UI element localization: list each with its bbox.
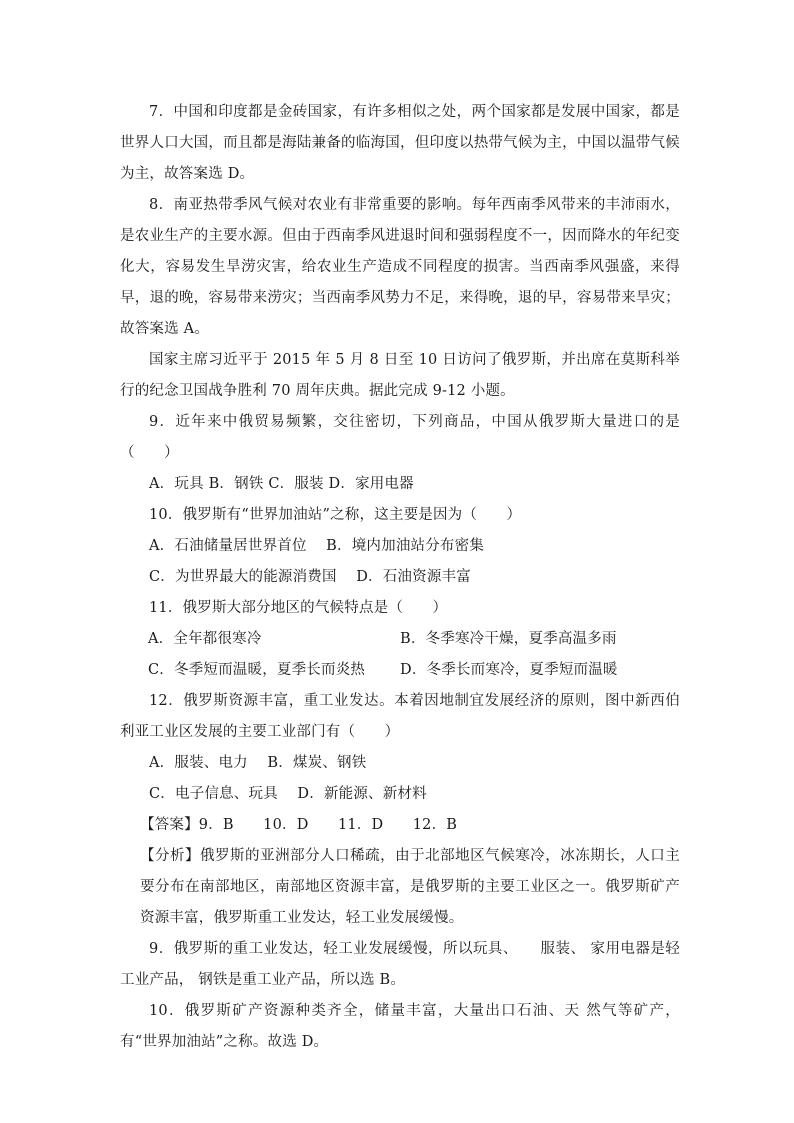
question-11-option-a: A．全年都很寒冷: [148, 631, 262, 647]
question-12-options-line1: A．服装、电力 B．煤炭、钢铁: [149, 755, 367, 771]
question-9-options: A．玩具 B．钢铁 C．服装 D．家用电器: [149, 476, 414, 492]
question-9-stem: 9．近年来中俄贸易频繁，交往密切，下列商品，中国从俄罗斯大量进口的是（ ）: [120, 414, 680, 461]
question-11-option-d: D．冬季长而寒冷，夏季短而温暖: [400, 662, 618, 678]
analysis-q9: 9．俄罗斯的重工业发达，轻工业发展缓慢，所以玩具、 服装、 家用电器是轻工业产品， 钢铁是重工业产品，所以选 B。: [120, 941, 680, 988]
question-10-options-line1: A．石油储量居世界首位 B．境内加油站分布密集: [149, 538, 485, 554]
question-group-intro: 国家主席习近平于 2015 年 5 月 8 日至 10 日访问了俄罗斯，并出席在莫斯科举行的纪念卫国战争胜利 70 周年庆典。据此完成 9-12 小题。: [120, 352, 680, 399]
analysis-main: 【分析】俄罗斯的亚洲部分人口稀疏，由于北部地区气候寒冷，冰冻期长，人口主要分布在南部地区，南部地区资源丰富，是俄罗斯的主要工业区之一。俄罗斯矿产资源丰富，俄罗斯重工业发达，轻工业发展缓慢。: [140, 848, 680, 926]
question-10-options-line2: C．为世界最大的能源消费国 D．石油资源丰富: [149, 569, 471, 585]
question-11-options-row1: [120, 624, 680, 655]
question-11-option-c: C．冬季短而温暖，夏季长而炎热: [148, 662, 366, 678]
document-body: [120, 97, 680, 1058]
question-12-stem: 12．俄罗斯资源丰富，重工业发达。本着因地制宜发展经济的原则，图中新西伯利亚工业区发展的主要工业部门有（ ）: [120, 693, 680, 740]
explanation-q8: 8．南亚热带季风气候对农业有非常重要的影响。每年西南季风带来的丰沛雨水，是农业生产的主要水源。但由于西南季风进退时间和强弱程度不一，因而降水的年纪变化大，容易发生旱涝灾害，给农业生产造成不同程度的损害。当西南季风强盛，来得早，退的晚，容易带来涝灾；当西南季风势力不足，来得晚，退的早，容易带来旱灾；故答案选 A。: [120, 197, 680, 337]
analysis-q10: 10．俄罗斯矿产资源种类齐全，储量丰富，大量出口石油、天 然气等矿产，有“世界加油站”之称。故选 D。: [120, 1003, 680, 1050]
explanation-q7: 7．中国和印度都是金砖国家，有许多相似之处，两个国家都是发展中国家，都是世界人口大国，而且都是海陆兼备的临海国，但印度以热带气候为主，中国以温带气候为主，故答案选 D。: [120, 104, 680, 182]
question-10-stem: 10．俄罗斯有“世界加油站”之称，这主要是因为（ ）: [149, 507, 522, 523]
answer-key: 【答案】9．B 10．D 11．D 12．B: [140, 817, 458, 833]
question-12-options-line2: C．电子信息、玩具 D．新能源、新材料: [149, 786, 427, 802]
question-11-options-row2: [120, 655, 680, 686]
question-11-option-b: B．冬季寒冷干燥，夏季高温多雨: [400, 631, 617, 647]
question-11-stem: 11．俄罗斯大部分地区的气候特点是（ ）: [149, 600, 448, 616]
